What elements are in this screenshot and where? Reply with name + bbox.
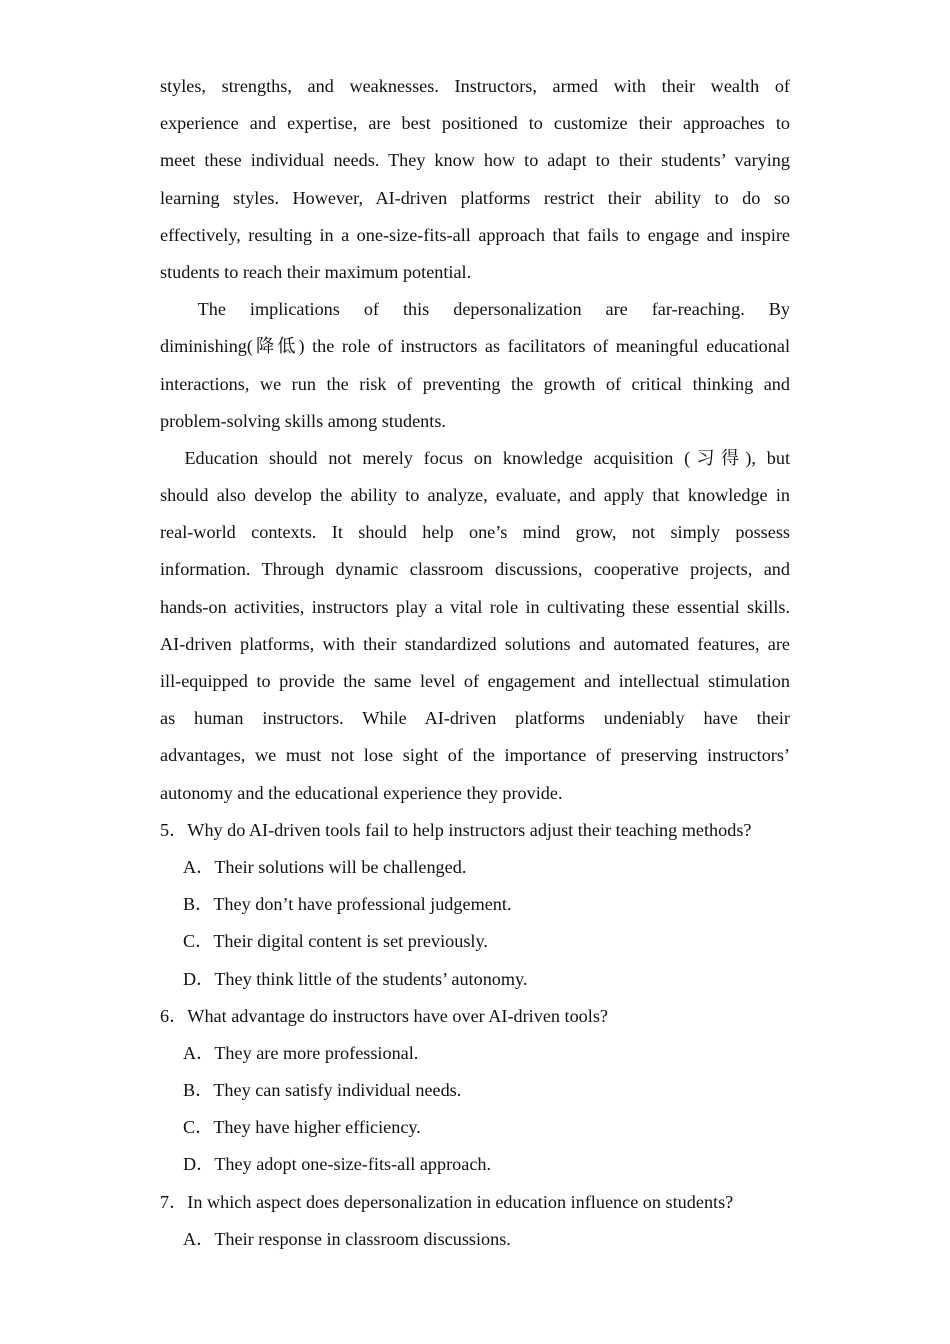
text-line: Education should not merely focus on knowledge acquisition (习得), but [160,447,790,468]
question-stem: 7．In which aspect does depersonalization in education influence on students? [160,1191,734,1212]
answer-option-d: D．They think little of the students’ autonomy. [183,968,528,989]
text-line: meet these individual needs. They know how to adapt to their students’ varying [160,150,790,171]
text-line: students to reach their maximum potential. [160,261,472,282]
text-line: The implications of this depersonalization are far-reaching. By [160,299,790,320]
answer-option-d: D．They adopt one-size-fits-all approach. [183,1154,492,1175]
passage-paragraph-2 [160,291,790,440]
question-6 [160,998,790,1184]
question-stem: 6．What advantage do instructors have over AI-driven tools? [160,1005,608,1026]
answer-option-a: A．Their response in classroom discussions. [183,1228,511,1249]
answer-option-a: A．Their solutions will be challenged. [183,856,467,877]
text-line: advantages, we must not lose sight of the importance of preserving instructors’ [160,745,790,766]
question-5 [160,812,790,998]
text-line: information. Through dynamic classroom discussions, cooperative projects, and [160,559,790,580]
text-line: autonomy and the educational experience they provide. [160,782,563,803]
answer-option-b: B．They don’t have professional judgement. [183,894,512,915]
answer-option-a: A．They are more professional. [183,1042,419,1063]
text-line: real-world contexts. It should help one’s mind grow, not simply possess [160,522,790,543]
question-stem: 5．Why do AI-driven tools fail to help instructors adjust their teaching methods? [160,819,752,840]
text-line: diminishing(降低) the role of instructors as facilitators of meaningful educational [160,336,790,357]
text-line: experience and expertise, are best positioned to customize their approaches to [160,113,790,134]
answer-option-b: B．They can satisfy individual needs. [183,1080,462,1101]
passage-paragraph-1 [160,68,790,291]
text-line: as human instructors. While AI-driven platforms undeniably have their [160,708,790,729]
text-line: ill-equipped to provide the same level of engagement and intellectual stimulation [160,671,790,691]
passage-paragraph-3 [160,440,790,812]
text-line: AI-driven platforms, with their standardized solutions and automated features, are [160,633,790,654]
question-7 [160,1184,790,1258]
text-line: learning styles. However, AI-driven platforms restrict their ability to do so [160,187,790,208]
text-line: hands-on activities, instructors play a vital role in cultivating these essential skills. [160,596,790,617]
answer-option-c: C．They have higher efficiency. [183,1117,421,1138]
answer-option-c: C．Their digital content is set previously. [183,931,488,952]
document-page [160,68,790,1258]
text-line: effectively, resulting in a one-size-fits-all approach that fails to engage and inspire [160,224,790,245]
text-line: should also develop the ability to analyze, evaluate, and apply that knowledge in [160,485,790,506]
text-line: problem-solving skills among students. [160,410,446,431]
text-line: interactions, we run the risk of preventing the growth of critical thinking and [160,373,790,394]
text-line: styles, strengths, and weaknesses. Instructors, armed with their wealth of [160,76,790,96]
